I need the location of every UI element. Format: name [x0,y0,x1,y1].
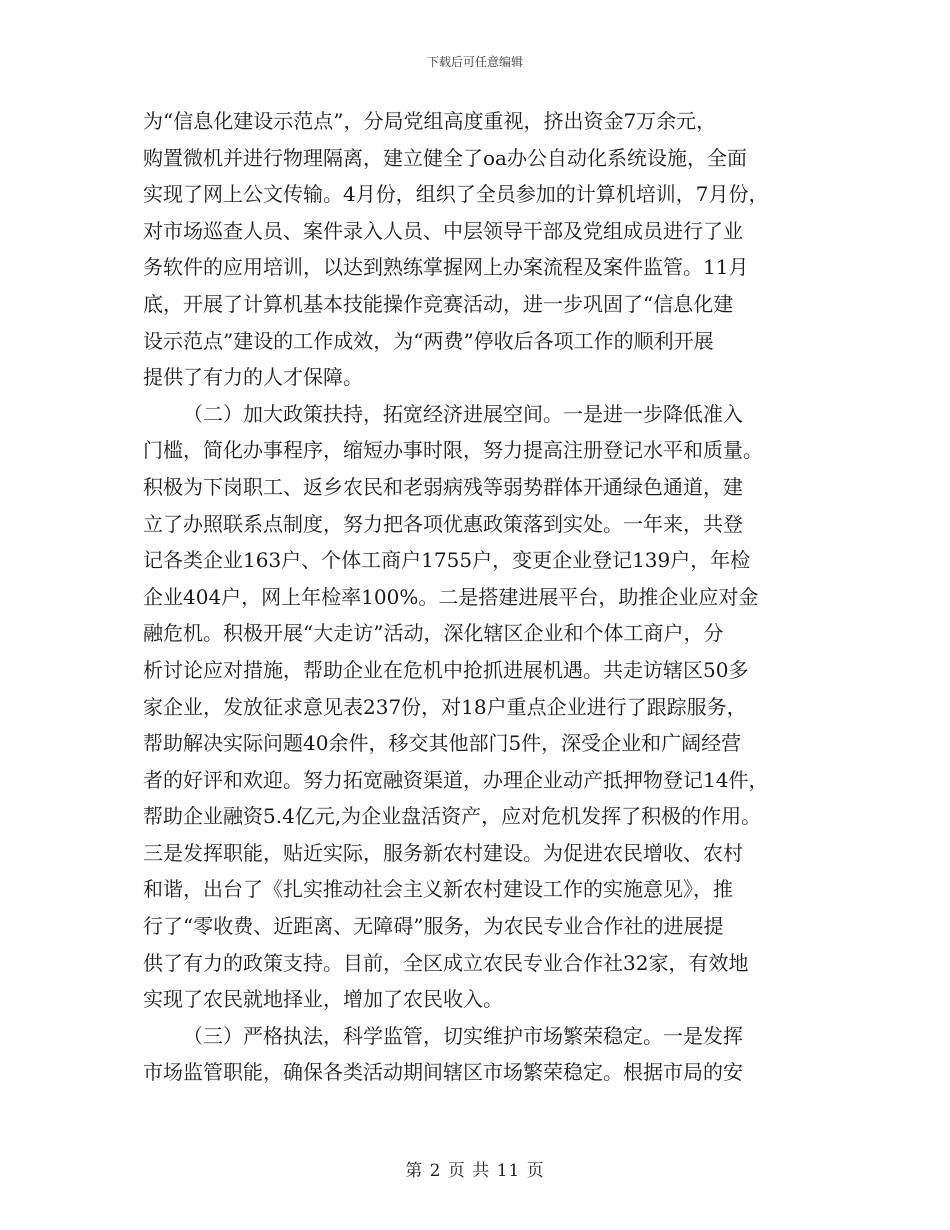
paragraph-start-line: （二）加大政策扶持，拓宽经济进展空间。一是进一步降低准入 [183,401,743,426]
text-line: 为“信息化建设示范点”，分局党组高度重视，挤出资金7万余元， [143,109,717,133]
text-line: 市场监管职能，确保各类活动期间辖区市场繁荣稳定。根据市局的安 [143,1060,743,1085]
text-line: 底，开展了计算机基本技能操作竞赛活动，进一步巩固了“信息化建 [143,291,734,316]
text-line: 务软件的应用培训，以达到熟练掌握网上办案流程及案件监管。11月 [143,255,749,280]
text-line: 企业404户，网上年检率100%。二是搭建进展平台，助推企业应对金 [143,584,759,609]
text-line: 提供了有力的人才保障。 [143,365,363,390]
text-line: 帮助解决实际问题40余件，移交其他部门5件，深受企业和广阔经营 [143,731,742,756]
paragraph-start-line: （三）严格执法，科学监管，切实维护市场繁荣稳定。一是发挥 [183,1023,743,1048]
text-line: 门槛，简化办事程序，缩短办事时限，努力提高注册登记水平和质量。 [143,438,763,463]
text-line: 析讨论应对措施，帮助企业在危机中抢抓进展机遇。共走访辖区50多 [143,657,749,682]
text-line: 供了有力的政策支持。目前，全区成立农民专业合作社32家，有效地 [143,950,749,975]
text-line: 三是发挥职能，贴近实际，服务新农村建设。为促进农民增收、农村 [143,840,743,865]
text-line: 对市场巡查人员、案件录入人员、中层领导干部及党组成员进行了业 [143,218,743,243]
text-line: 实现了农民就地择业，增加了农民收入。 [143,987,503,1012]
text-line: 行了“零收费、近距离、无障碍”服务，为农民专业合作社的进展提 [143,914,724,939]
text-line: 者的好评和欢迎。努力拓宽融资渠道，办理企业动产抵押物登记14件， [143,767,769,792]
page-number-footer: 第 2 页 共 11 页 [405,1161,545,1181]
text-line: 帮助企业融资5.4亿元,为企业盘活资产，应对危机发挥了积极的作用。 [143,804,762,829]
text-line: 积极为下岗职工、返乡农民和老弱病残等弱势群体开通绿色通道，建 [143,474,743,499]
text-line: 融危机。积极开展“大走访”活动，深化辖区企业和个体工商户，分 [143,621,724,646]
text-line: 设示范点”建设的工作成效，为“两费”停收后各项工作的顺利开展 [143,328,714,353]
text-line: 家企业，发放征求意见表237份，对18户重点企业进行了跟踪服务， [143,694,747,719]
text-line: 记各类企业163户、个体工商户1755户，变更企业登记139户，年检 [143,548,751,573]
document-body [143,103,815,1091]
page-header: 下载后可任意编辑 [426,55,523,69]
text-line: 购置微机并进行物理隔离，建立健全了oa办公自动化系统设施，全面 [143,145,747,170]
text-line: 立了办照联系点制度，努力把各项优惠政策落到实处。一年来，共登 [143,511,743,536]
text-line: 实现了网上公文传输。4月份，组织了全员参加的计算机培训，7月份， [143,182,769,207]
text-line: 和谐，出台了《扎实推动社会主义新农村建设工作的实施意见》，推 [143,877,733,902]
